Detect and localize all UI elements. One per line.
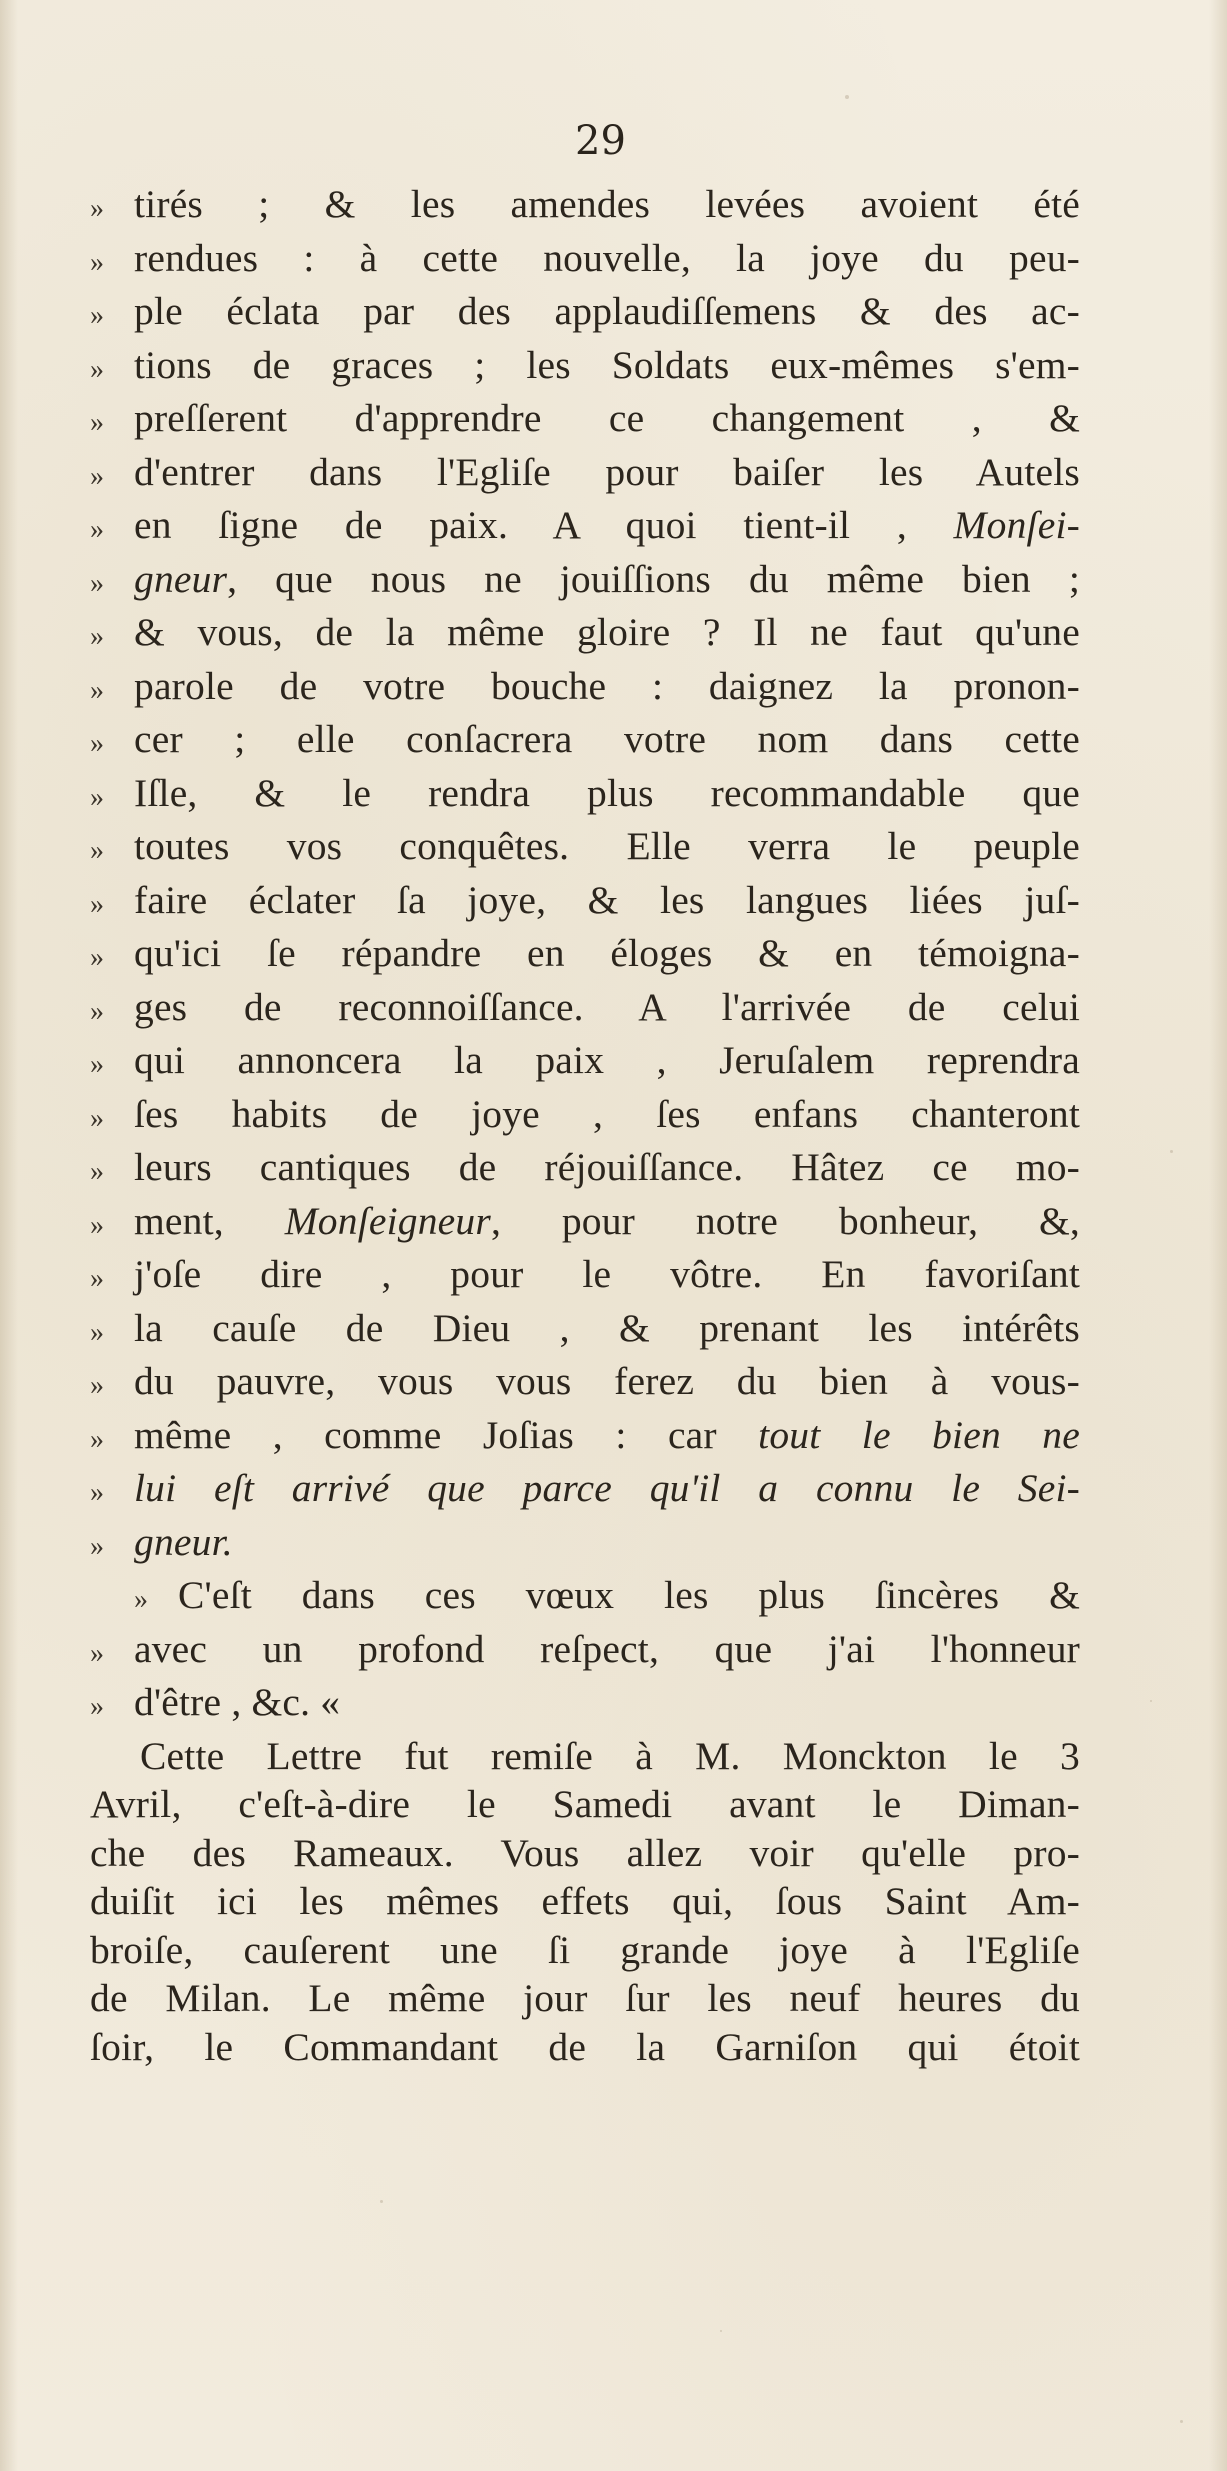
quote-mark: » (90, 407, 105, 438)
line-text: cer ; elle conſacrera votre nom dans cette (134, 717, 1080, 761)
text-line (90, 1464, 1080, 1518)
line-text: ges de reconnoiſſance. A l'arrivée de celui (134, 984, 1080, 1029)
line-text: , que nous ne jouiſſions du même bien ; (227, 556, 1080, 601)
line-text: avec un profond reſpect, que j'ai l'honneur (134, 1626, 1080, 1671)
text-line (90, 929, 1080, 983)
line-text: rendues : à cette nouvelle, la joye du peu- (134, 235, 1080, 280)
quote-mark: » (90, 300, 105, 331)
quote-mark: » (90, 835, 105, 866)
line-text: qui annoncera la paix , Jeruſalem reprendra (134, 1038, 1080, 1082)
quote-mark: » (90, 1263, 105, 1294)
text-line (90, 341, 1080, 395)
quote-mark: » (90, 460, 105, 492)
line-text: ſes habits de joye , ſes enfans chanteront (134, 1091, 1080, 1136)
paper-speck (845, 95, 849, 99)
text-line (90, 1678, 1080, 1732)
text-line (90, 1571, 1080, 1625)
paper-speck (1150, 1700, 1152, 1702)
text-line (90, 608, 1080, 662)
line-text: parole de votre bouche : daignez la pronon- (134, 663, 1080, 708)
quote-mark: » (90, 353, 105, 385)
line-text: faire éclater ſa joye, & les langues liées juſ- (134, 877, 1080, 922)
line-text: Iſle, & le rendra plus recommandable que (134, 770, 1080, 815)
text-line (90, 769, 1080, 823)
text-line (90, 394, 1080, 448)
letter-closing (90, 1571, 1080, 1732)
italic-text: Monſei- (953, 503, 1080, 547)
italic-text: tout le bien ne (758, 1412, 1080, 1457)
quote-mark: » (90, 1691, 105, 1722)
text-line (90, 1250, 1080, 1304)
paper-speck (1180, 2420, 1183, 2423)
text-line (90, 1625, 1080, 1679)
text-line (90, 448, 1080, 502)
line-text: en ſigne de paix. A quoi tient-il , (134, 503, 954, 547)
text-line: de Milan. Le même jour ſur les neuf heures du (90, 1976, 1080, 2020)
quote-mark: » (90, 621, 105, 652)
quote-mark: » (90, 514, 105, 545)
paper-speck (720, 2330, 722, 2332)
italic-text: gneur. (134, 1519, 233, 1564)
text-line (90, 715, 1080, 769)
text-line (90, 1197, 1080, 1251)
quote-mark: » (90, 1530, 105, 1562)
page-number: 29 (575, 118, 626, 164)
text-line: ſoir, le Commandant de la Garniſon qui étoit (90, 2024, 1080, 2069)
text-line: broiſe, cauſerent une ſi grande joye à l'Egliſe (90, 1927, 1080, 1972)
page-edge-left (0, 0, 18, 2471)
text-line (90, 822, 1080, 876)
text-line (90, 1090, 1080, 1144)
quote-mark: » (90, 781, 105, 813)
line-text: d'être , &c. « (134, 1680, 341, 1724)
quote-mark: » (90, 1477, 105, 1508)
quote-mark: » (90, 1423, 105, 1455)
text-line (90, 180, 1080, 234)
quote-mark: » (90, 674, 105, 706)
text-line: duiſit ici les mêmes effets qui, ſous Saint Am- (90, 1879, 1080, 1923)
line-text: qu'ici ſe répandre en éloges & en témoigna- (134, 931, 1080, 975)
line-text: , pour notre bonheur, &, (490, 1198, 1080, 1243)
quote-mark: » (90, 246, 105, 278)
line-text: du pauvre, vous vous ferez du bien à vous- (134, 1359, 1080, 1403)
line-text: leurs cantiques de réjouiſſance. Hâtez ce mo- (134, 1145, 1080, 1189)
text-line (90, 1357, 1080, 1411)
line-text: & vous, de la même gloire ? Il ne faut qu'une (134, 610, 1080, 654)
quoted-letter (90, 180, 1080, 1571)
text-line (90, 983, 1080, 1037)
quote-mark: » (90, 567, 105, 599)
body-text (90, 180, 1080, 2071)
text-line (90, 501, 1080, 555)
line-text: la cauſe de Dieu , & prenant les intérêts (134, 1305, 1080, 1350)
line-text: ment, (134, 1198, 285, 1243)
text-line (90, 555, 1080, 609)
text-line (90, 287, 1080, 341)
line-text: d'entrer dans l'Egliſe pour baiſer les Autels (134, 449, 1080, 494)
line-text: preſſerent d'apprendre ce changement , & (134, 396, 1080, 440)
text-line (90, 234, 1080, 288)
quote-mark: » (90, 1316, 105, 1348)
quote-mark: » (90, 193, 105, 224)
quote-mark: » (134, 1584, 149, 1615)
text-line (90, 876, 1080, 930)
text-line (90, 1036, 1080, 1090)
italic-text: gneur (134, 556, 228, 601)
quote-mark: » (90, 1156, 105, 1187)
text-line: Avril, c'eſt-à-dire le Samedi avant le Diman- (90, 1782, 1080, 1826)
quote-mark: » (90, 728, 105, 759)
text-line (90, 1143, 1080, 1197)
quote-mark: » (90, 1102, 105, 1134)
italic-text: lui eſt arrivé que parce qu'il a connu le Sei- (134, 1466, 1080, 1510)
line-text: tirés ; & les amendes levées avoient été (134, 182, 1080, 226)
line-text: toutes vos conquêtes. Elle verra le peuple (134, 824, 1080, 868)
quote-mark: » (90, 1209, 105, 1241)
text-line: che des Rameaux. Vous allez voir qu'elle pro- (90, 1830, 1080, 1875)
line-text: ple éclata par des applaudiſſemens & des ac- (134, 289, 1080, 333)
line-text: C'eſt dans ces vœux les plus ſincères & (178, 1573, 1080, 1617)
page-edge-right (1209, 0, 1227, 2471)
quote-mark: » (90, 995, 105, 1027)
quote-mark: » (90, 1049, 105, 1080)
quote-mark: » (90, 1370, 105, 1401)
text-line (90, 662, 1080, 716)
text-line (90, 1304, 1080, 1358)
text-line (90, 1411, 1080, 1465)
narrative-paragraph (90, 1732, 1080, 2072)
paper-speck (380, 2200, 383, 2203)
quote-mark: » (90, 888, 105, 920)
quote-mark: » (90, 942, 105, 973)
line-text: tions de graces ; les Soldats eux-mêmes s'em- (134, 342, 1080, 387)
text-line (90, 1518, 1080, 1572)
line-text: j'oſe dire , pour le vôtre. En favoriſant (134, 1252, 1080, 1296)
quote-mark: » (90, 1637, 105, 1669)
paper-speck (1170, 1150, 1173, 1153)
text-line: Cette Lettre fut remiſe à M. Monckton le 3 (140, 1733, 1080, 1778)
line-text: même , comme Joſias : car (134, 1412, 759, 1457)
italic-text: Monſeigneur (284, 1198, 491, 1243)
